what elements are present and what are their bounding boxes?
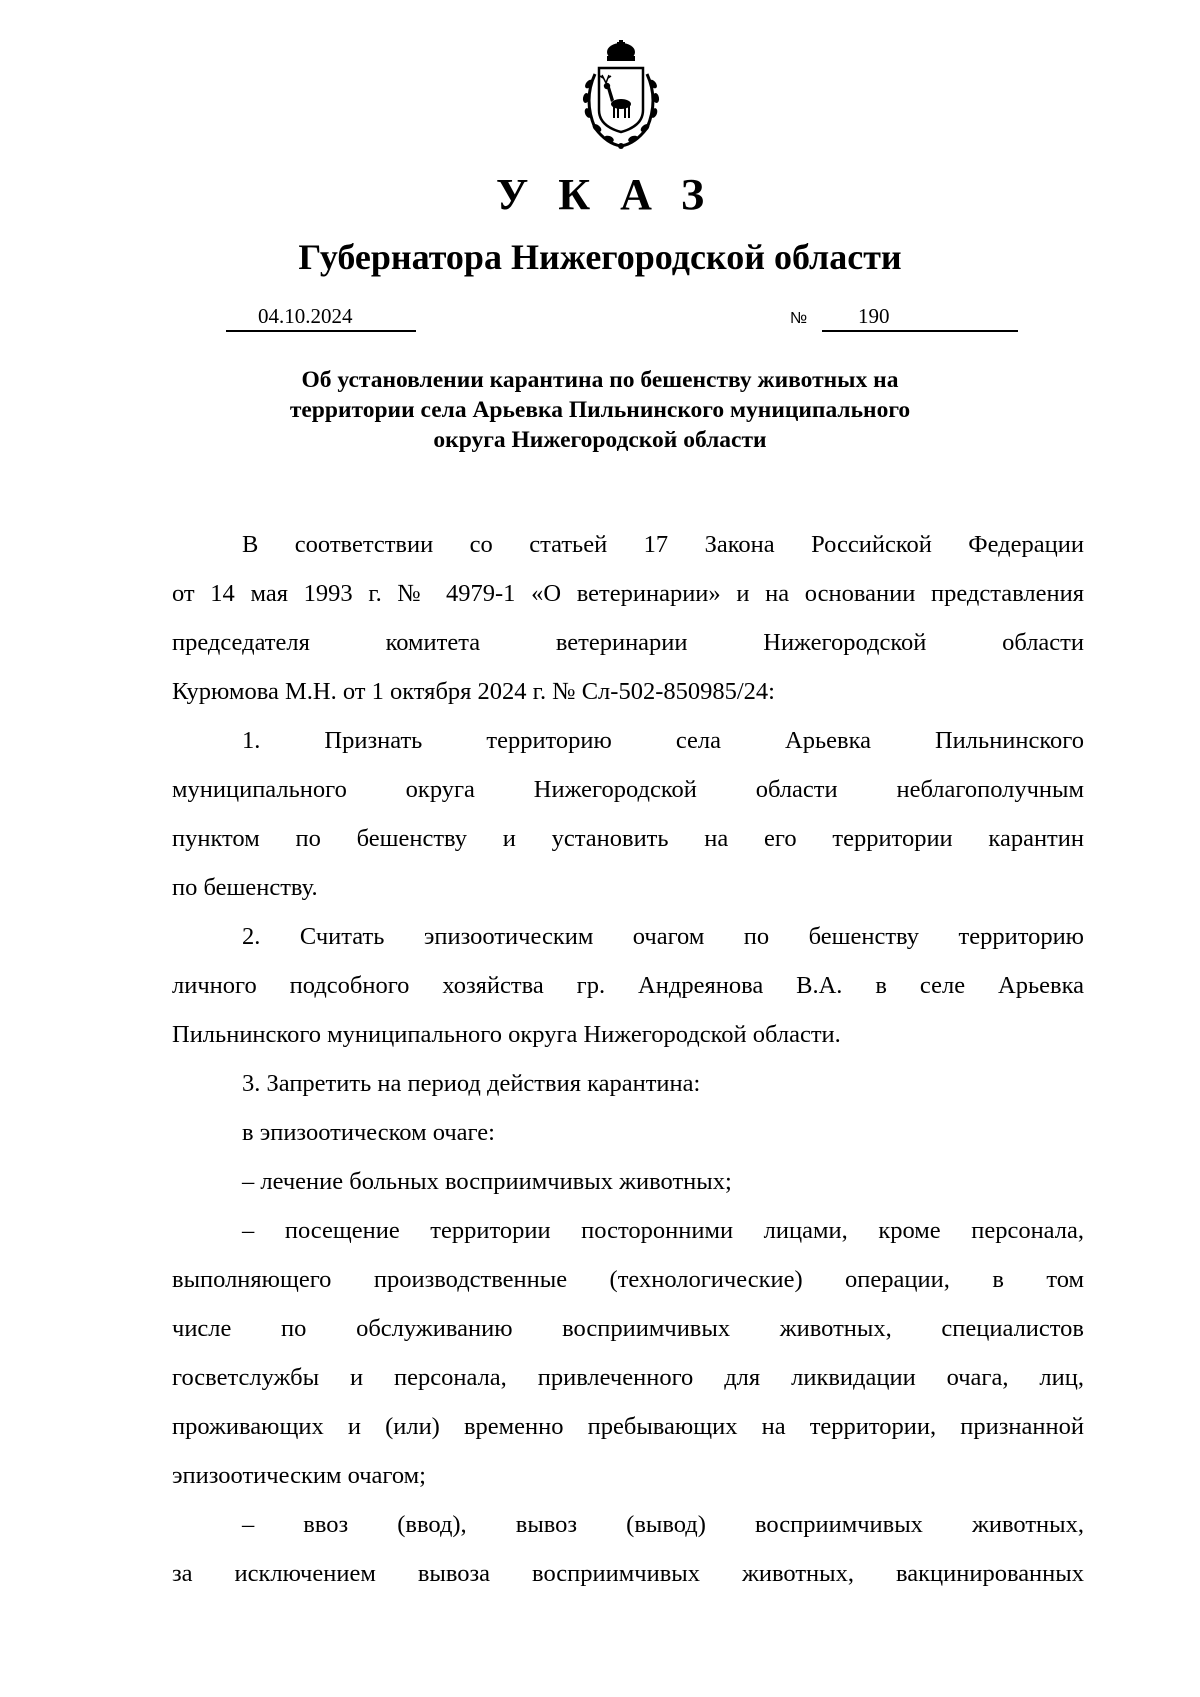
decree-number-field [822, 300, 1018, 332]
body-line: за исключением вывоза восприимчивых животных, вакцинированных [172, 1560, 1084, 1587]
number-label: № [790, 310, 808, 327]
body-line: – ввоз (ввод), вывоз (вывод) восприимчивых животных, [242, 1511, 1084, 1538]
body-line: 1. Признать территорию села Арьевка Пильнинского [242, 727, 1084, 754]
coat-of-arms-icon [561, 40, 681, 152]
decree-title-line: Об установлении карантина по бешенству животных на [301, 367, 899, 393]
decree-body [172, 520, 1084, 1598]
decree-type-heading: УКАЗ [495, 170, 735, 219]
decree-date-field [226, 300, 416, 332]
body-line: председателя комитета ветеринарии Нижегородской области [172, 629, 1084, 656]
body-line: личного подсобного хозяйства гр. Андреянова В.А. в селе Арьевка [172, 972, 1084, 999]
body-line: по бешенству. [172, 874, 318, 901]
decree-date: 04.10.2024 [258, 304, 353, 328]
decree-title-line: округа Нижегородской области [433, 427, 767, 453]
body-line: 2. Считать эпизоотическим очагом по бешенству территорию [242, 923, 1084, 950]
body-line: пунктом по бешенству и установить на его территории карантин [172, 825, 1084, 852]
decree-number: 190 [858, 304, 890, 328]
body-line: В соответствии со статьей 17 Закона Российской Федерации [242, 531, 1084, 558]
body-line: Пильнинского муниципального округа Нижегородской области. [172, 1021, 841, 1048]
body-line: госветслужбы и персонала, привлеченного для ликвидации очага, лиц, [172, 1364, 1084, 1391]
issuer-heading: Губернатора Нижегородской области [298, 237, 902, 277]
body-line: 3. Запретить на период действия карантина: [242, 1070, 701, 1097]
body-line: муниципального округа Нижегородской области неблагополучным [172, 776, 1084, 803]
body-line: числе по обслуживанию восприимчивых животных, специалистов [172, 1315, 1084, 1342]
body-line: эпизоотическим очагом; [172, 1462, 426, 1489]
body-line: – лечение больных восприимчивых животных; [242, 1168, 732, 1195]
body-line: от 14 мая 1993 г. № 4979-1 «О ветеринарии» и на основании представления [172, 580, 1084, 607]
body-line: выполняющего производственные (технологические) операции, в том [172, 1266, 1084, 1293]
body-line: – посещение территории посторонними лицами, кроме персонала, [242, 1217, 1084, 1244]
decree-title-line: территории села Арьевка Пильнинского муниципального [289, 397, 911, 423]
body-line: проживающих и (или) временно пребывающих на территории, признанной [172, 1413, 1084, 1440]
body-line: Курюмова М.Н. от 1 октября 2024 г. № Сл-502-850985/24: [172, 678, 775, 705]
body-line: в эпизоотическом очаге: [242, 1119, 495, 1146]
decree-title [200, 365, 1000, 455]
